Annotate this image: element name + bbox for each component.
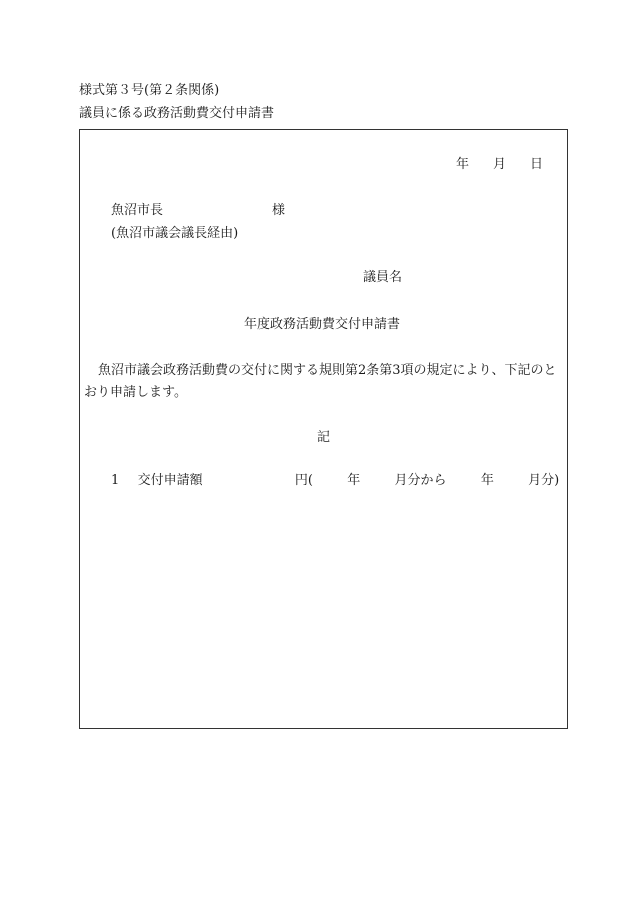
form-frame [79,129,568,729]
date-year-label: 年 [456,157,470,172]
document-title: 年度政務活動費交付申請書 [244,317,401,332]
item-month-from: 月分から [394,473,447,488]
date-month-label: 月 [493,157,507,172]
ki-label: 記 [317,430,331,445]
item-year-from: 年 [347,473,361,488]
applicant-label: 議員名 [363,270,403,285]
item-unit: 円( [294,473,313,488]
form-number: 様式第３号(第２条関係) [79,83,220,98]
item-year-to: 年 [480,473,494,488]
item-month-to: 月分) [528,473,560,488]
date-day-label: 日 [530,157,544,172]
item-label: 交付申請額 [137,473,203,488]
addressee-name: 魚沼市長 [111,203,164,218]
addressee-honorific: 様 [272,203,286,218]
form-title: 議員に係る政務活動費交付申請書 [79,106,275,121]
date-line [456,158,543,171]
item-row [111,474,559,487]
addressee-via: (魚沼市議会議長経由) [111,226,239,241]
body-text: 魚沼市議会政務活動費の交付に関する規則第2条第3項の規定により、下記のとおり申請します。 [84,363,557,400]
item-number: 1 [111,473,120,488]
